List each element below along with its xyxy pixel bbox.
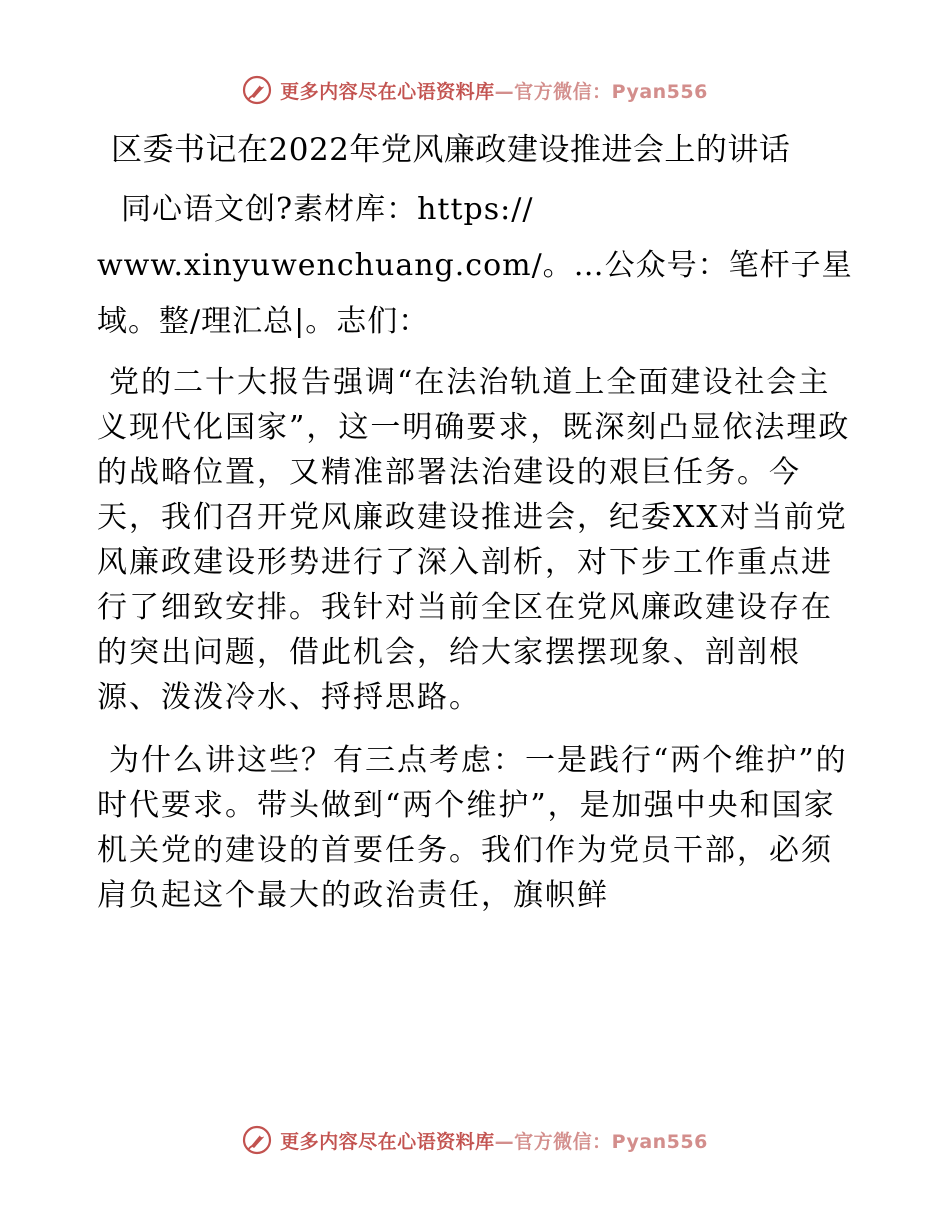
source-line-2: www.xinyuwenchuang.com/。…公众号：笔杆子星 (97, 248, 853, 283)
banner-main-text: 更多内容尽在心语资料库 (280, 80, 495, 103)
footer-sub-text: —官方微信：Pyan556 (494, 1130, 708, 1153)
paragraph-2: 为什么讲这些？有三点考虑：一是践行“两个维护”的时代要求。带头做到“两个维护”，是加强中央和国家机关党的建设的首要任务。我们作为党员干部，必须肩负起这个最大的政治责任，旗帜鲜 (97, 743, 848, 913)
source-line-1: 同心语文创?素材库：https:// (121, 192, 534, 227)
header-banner (0, 70, 950, 110)
footer-main-text: 更多内容尽在心语资料库 (280, 1130, 495, 1153)
pen-nib-logo-icon (242, 75, 272, 105)
source-line-3: 域。整/理汇总|。志们： (97, 304, 430, 339)
document-title: 区委书记在2022年党风廉政建设推进会上的讲话 (111, 132, 791, 168)
footer-banner (0, 1120, 950, 1160)
paragraph-1: 党的二十大报告强调“在法治轨道上全面建设社会主义现代化国家”，这一明确要求，既深刻凸显依法理政的战略位置，又精准部署法治建设的艰巨任务。今天，我们召开党风廉政建设推进会，纪委XX对当前党风廉政建设形势进行了深入剖析，对下步工作重点进行了细致安排。我针对当前全区在党风廉政建设存在的突出问题，借此机会，给大家摆摆现象、剖剖根源、泼泼冷水、捋捋思路。 (97, 365, 851, 715)
source-paragraph (97, 182, 857, 350)
pen-nib-logo-icon (242, 1125, 272, 1155)
banner-sub-text: —官方微信：Pyan556 (494, 80, 708, 103)
document-body (97, 122, 857, 936)
